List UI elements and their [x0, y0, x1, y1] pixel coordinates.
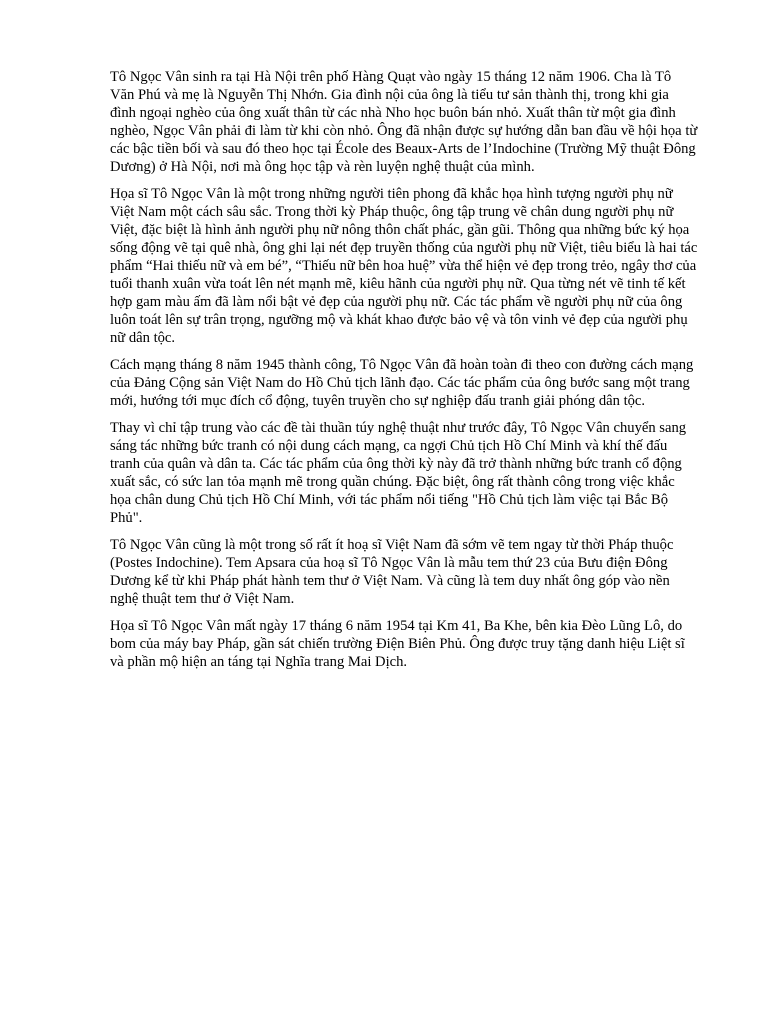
paragraph-biography-origin: Tô Ngọc Vân sinh ra tại Hà Nội trên phố Hàng Quạt vào ngày 15 tháng 12 năm 1906. Cha là Tô Văn Phú và mẹ là Nguyễn Thị Nhớn. Gia đình nội của ông là tiểu tư sản thành thị, trong khi gia đình ngoại nghèo của ông xuất thân từ các nhà Nho học buôn bán nhỏ. Xuất thân từ một gia đình nghèo, Ngọc Vân phải đi làm từ khi còn nhỏ. Ông đã nhận được sự hướng dẫn ban đầu về hội họa từ các bậc tiền bối và sau đó theo học tại École des Beaux-Arts de l’Indochine (Trường Mỹ thuật Đông Dương) ở Hà Nội, nơi mà ông học tập và rèn luyện nghệ thuật của mình.: [110, 69, 698, 175]
paragraph-revolutionary-works: Thay vì chỉ tập trung vào các đề tài thuần túy nghệ thuật như trước đây, Tô Ngọc Vân chuyển sang sáng tác những bức tranh có nội dung cách mạng, ca ngợi Chủ tịch Hồ Chí Minh và khí thế đấu tranh của quân và dân ta. Các tác phẩm của ông thời kỳ này đã trở thành những bức tranh cổ động xuất sắc, có sức lan tỏa mạnh mẽ trong quần chúng. Đặc biệt, ông rất thành công trong việc khắc họa chân dung Chủ tịch Hồ Chí Minh, với tác phẩm nổi tiếng "Hồ Chủ tịch làm việc tại Bắc Bộ Phủ".: [110, 420, 687, 526]
paragraph-death: Họa sĩ Tô Ngọc Vân mất ngày 17 tháng 6 năm 1954 tại Km 41, Ba Khe, bên kia Đèo Lũng Lô, do bom của máy bay Pháp, gần sát chiến trường Điện Biên Phủ. Ông được truy tặng danh hiệu Liệt sĩ và phần mộ hiện an táng tại Nghĩa trang Mai Dịch.: [110, 618, 685, 670]
paragraph-women-portraits: Họa sĩ Tô Ngọc Vân là một trong những người tiên phong đã khắc họa hình tượng người phụ nữ Việt Nam một cách sâu sắc. Trong thời kỳ Pháp thuộc, ông tập trung vẽ chân dung người phụ nữ Việt, đặc biệt là hình ảnh người phụ nữ nông thôn chất phác, gần gũi. Thông qua những bức ký họa sống động vẽ tại quê nhà, ông ghi lại nét đẹp truyền thống của người phụ nữ Việt, tiêu biểu là hai tác phẩm “Hai thiếu nữ và em bé”, “Thiếu nữ bên hoa huệ” vừa thể hiện vẻ đẹp trong trẻo, ngây thơ của tuổi thanh xuân vừa toát lên nét mạnh mẽ, kiêu hãnh của người phụ nữ. Qua từng nét vẽ tinh tế kết hợp gam màu ấm đã làm nổi bật vẻ đẹp của người phụ nữ. Các tác phẩm về người phụ nữ của ông luôn toát lên sự trân trọng, ngưỡng mộ và khát khao được bảo vệ và tôn vinh vẻ đẹp của người phụ nữ dân tộc.: [110, 186, 698, 346]
paragraph-stamp-design: Tô Ngọc Vân cũng là một trong số rất ít hoạ sĩ Việt Nam đã sớm vẽ tem ngay từ thời Pháp thuộc (Postes Indochine). Tem Apsara của hoạ sĩ Tô Ngọc Vân là mẫu tem thứ 23 của Bưu điện Đông Dương kể từ khi Pháp phát hành tem thư ở Việt Nam. Và cũng là tem duy nhất ông góp vào nền nghệ thuật tem thư ở Việt Nam.: [110, 537, 674, 607]
paragraph-august-revolution: Cách mạng tháng 8 năm 1945 thành công, Tô Ngọc Vân đã hoàn toàn đi theo con đường cách mạng của Đảng Cộng sản Việt Nam do Hồ Chủ tịch lãnh đạo. Các tác phẩm của ông bước sang một trang mới, hướng tới mục đích cổ động, tuyên truyền cho sự nghiệp đấu tranh giải phóng dân tộc.: [110, 357, 694, 409]
document-body: [110, 68, 698, 680]
